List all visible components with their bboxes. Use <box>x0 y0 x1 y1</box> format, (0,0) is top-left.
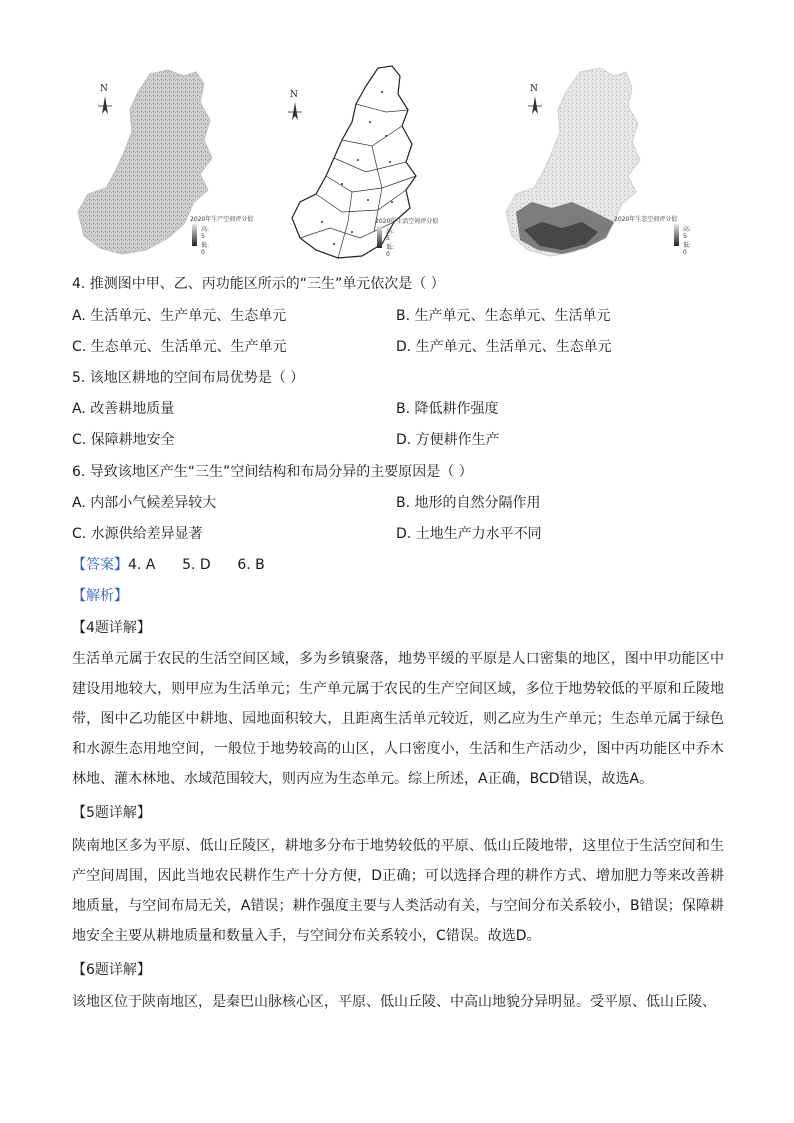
production-space-map <box>72 62 272 262</box>
ecological-space-map <box>502 62 702 262</box>
question-4-option-c: C. 生态单元、生活单元、生产单元 <box>72 339 287 355</box>
answer-text: 4. A 5. D 6. B <box>128 557 265 573</box>
question-5-option-b: B. 降低耕作强度 <box>396 401 499 417</box>
question-5-stem: 5. 该地区耕地的空间布局优势是（ ） <box>72 370 305 386</box>
question-5-option-d: D. 方便耕作生产 <box>396 432 500 448</box>
question-5-option-a: A. 改善耕地质量 <box>72 401 175 417</box>
detail-5-title: 【5题详解】 <box>72 805 151 821</box>
legend-low: 低: 0 <box>201 242 210 256</box>
north-arrow-icon <box>288 102 302 122</box>
detail-6-body <box>72 987 724 1017</box>
detail-6-title: 【6题详解】 <box>72 962 151 978</box>
north-arrow-label: N <box>100 84 108 94</box>
detail-6-text: 该地区位于陕南地区，是秦巴山脉核心区，平原、低山丘陵、中高山地貌分异明显。受平原、低山丘陵、 <box>72 994 716 1010</box>
question-6-stem: 6. 导致该地区产生“三生”空间结构和布局分异的主要原因是（ ） <box>72 464 473 480</box>
detail-4-text: 生活单元属于农民的生活空间区域，多为乡镇聚落，地势平缓的平原是人口密集的地区，图中甲功能区中建设用地较大，则甲应为生活单元；生产单元属于农民的生产空间区域，多位于地势较低的平原和丘陵地带，图中乙功能区中耕地、园地面积较大，且距离生活单元较近，则乙应为生产单元；生态单元属于绿色和水源生态用地空间，一般位于地势较高的山区，人口密度小，生活和生产活动少，图中丙功能区中乔木林地、灌木林地、水域范围较大，则丙应为生态单元。综上所述，A正确，BCD错误，故选A。 <box>72 651 724 787</box>
legend-low: 低: 0 <box>386 244 395 258</box>
legend-low: 低: 0 <box>683 242 692 256</box>
question-6-option-d: D. 土地生产力水平不同 <box>396 526 542 542</box>
legend-living <box>375 218 439 258</box>
question-4-stem: 4. 推测图中甲、乙、丙功能区所示的“三生”单元依次是（ ） <box>72 276 445 292</box>
legend-high: 高: 5 <box>386 228 395 242</box>
question-4-option-d: D. 生产单元、生活单元、生态单元 <box>396 339 612 355</box>
answer-line <box>72 555 265 575</box>
living-space-map <box>282 62 482 262</box>
legend-high: 高: 5 <box>683 226 692 240</box>
question-4-option-b: B. 生产单元、生态单元、生活单元 <box>396 308 611 324</box>
detail-5-body <box>72 831 724 951</box>
legend-caption: 2020年生产空间评分值 <box>190 216 254 223</box>
question-6-option-a: A. 内部小气候差异较大 <box>72 495 217 511</box>
analysis-label: 【解析】 <box>72 588 128 604</box>
question-4-option-a: A. 生活单元、生产单元、生态单元 <box>72 308 287 324</box>
legend-high: 高: 5 <box>201 226 210 240</box>
legend-production <box>190 216 254 256</box>
answer-label: 【答案】 <box>72 557 128 573</box>
question-6-option-b: B. 地形的自然分隔作用 <box>396 495 541 511</box>
legend-caption: 2020年生活空间评分值 <box>375 218 439 225</box>
question-5-option-c: C. 保障耕地安全 <box>72 432 175 448</box>
question-6-option-c: C. 水源供给差异显著 <box>72 526 203 542</box>
detail-4-body <box>72 644 724 794</box>
detail-4-title: 【4题详解】 <box>72 620 151 636</box>
legend-ecological <box>614 216 692 256</box>
figure-maps <box>72 62 732 262</box>
north-arrow-label: N <box>530 84 538 94</box>
detail-5-text: 陕南地区多为平原、低山丘陵区，耕地多分布于地势较低的平原、低山丘陵地带，这里位于生活空间和生产空间周围，因此当地农民耕作生产十分方便，D正确；可以选择合理的耕作方式、增加肥力等来改善耕地质量，与空间布局无关，A错误；耕作强度主要与人类活动有关，与空间分布关系较小，B错误；保障耕地安全主要从耕地质量和数量入手，与空间分布关系较小，C错误。故选D。 <box>72 838 724 944</box>
north-arrow-icon <box>528 96 542 116</box>
north-arrow-label: N <box>290 90 298 100</box>
north-arrow-icon <box>98 96 112 116</box>
legend-caption: 2020年生态空间评分值 <box>614 216 678 223</box>
